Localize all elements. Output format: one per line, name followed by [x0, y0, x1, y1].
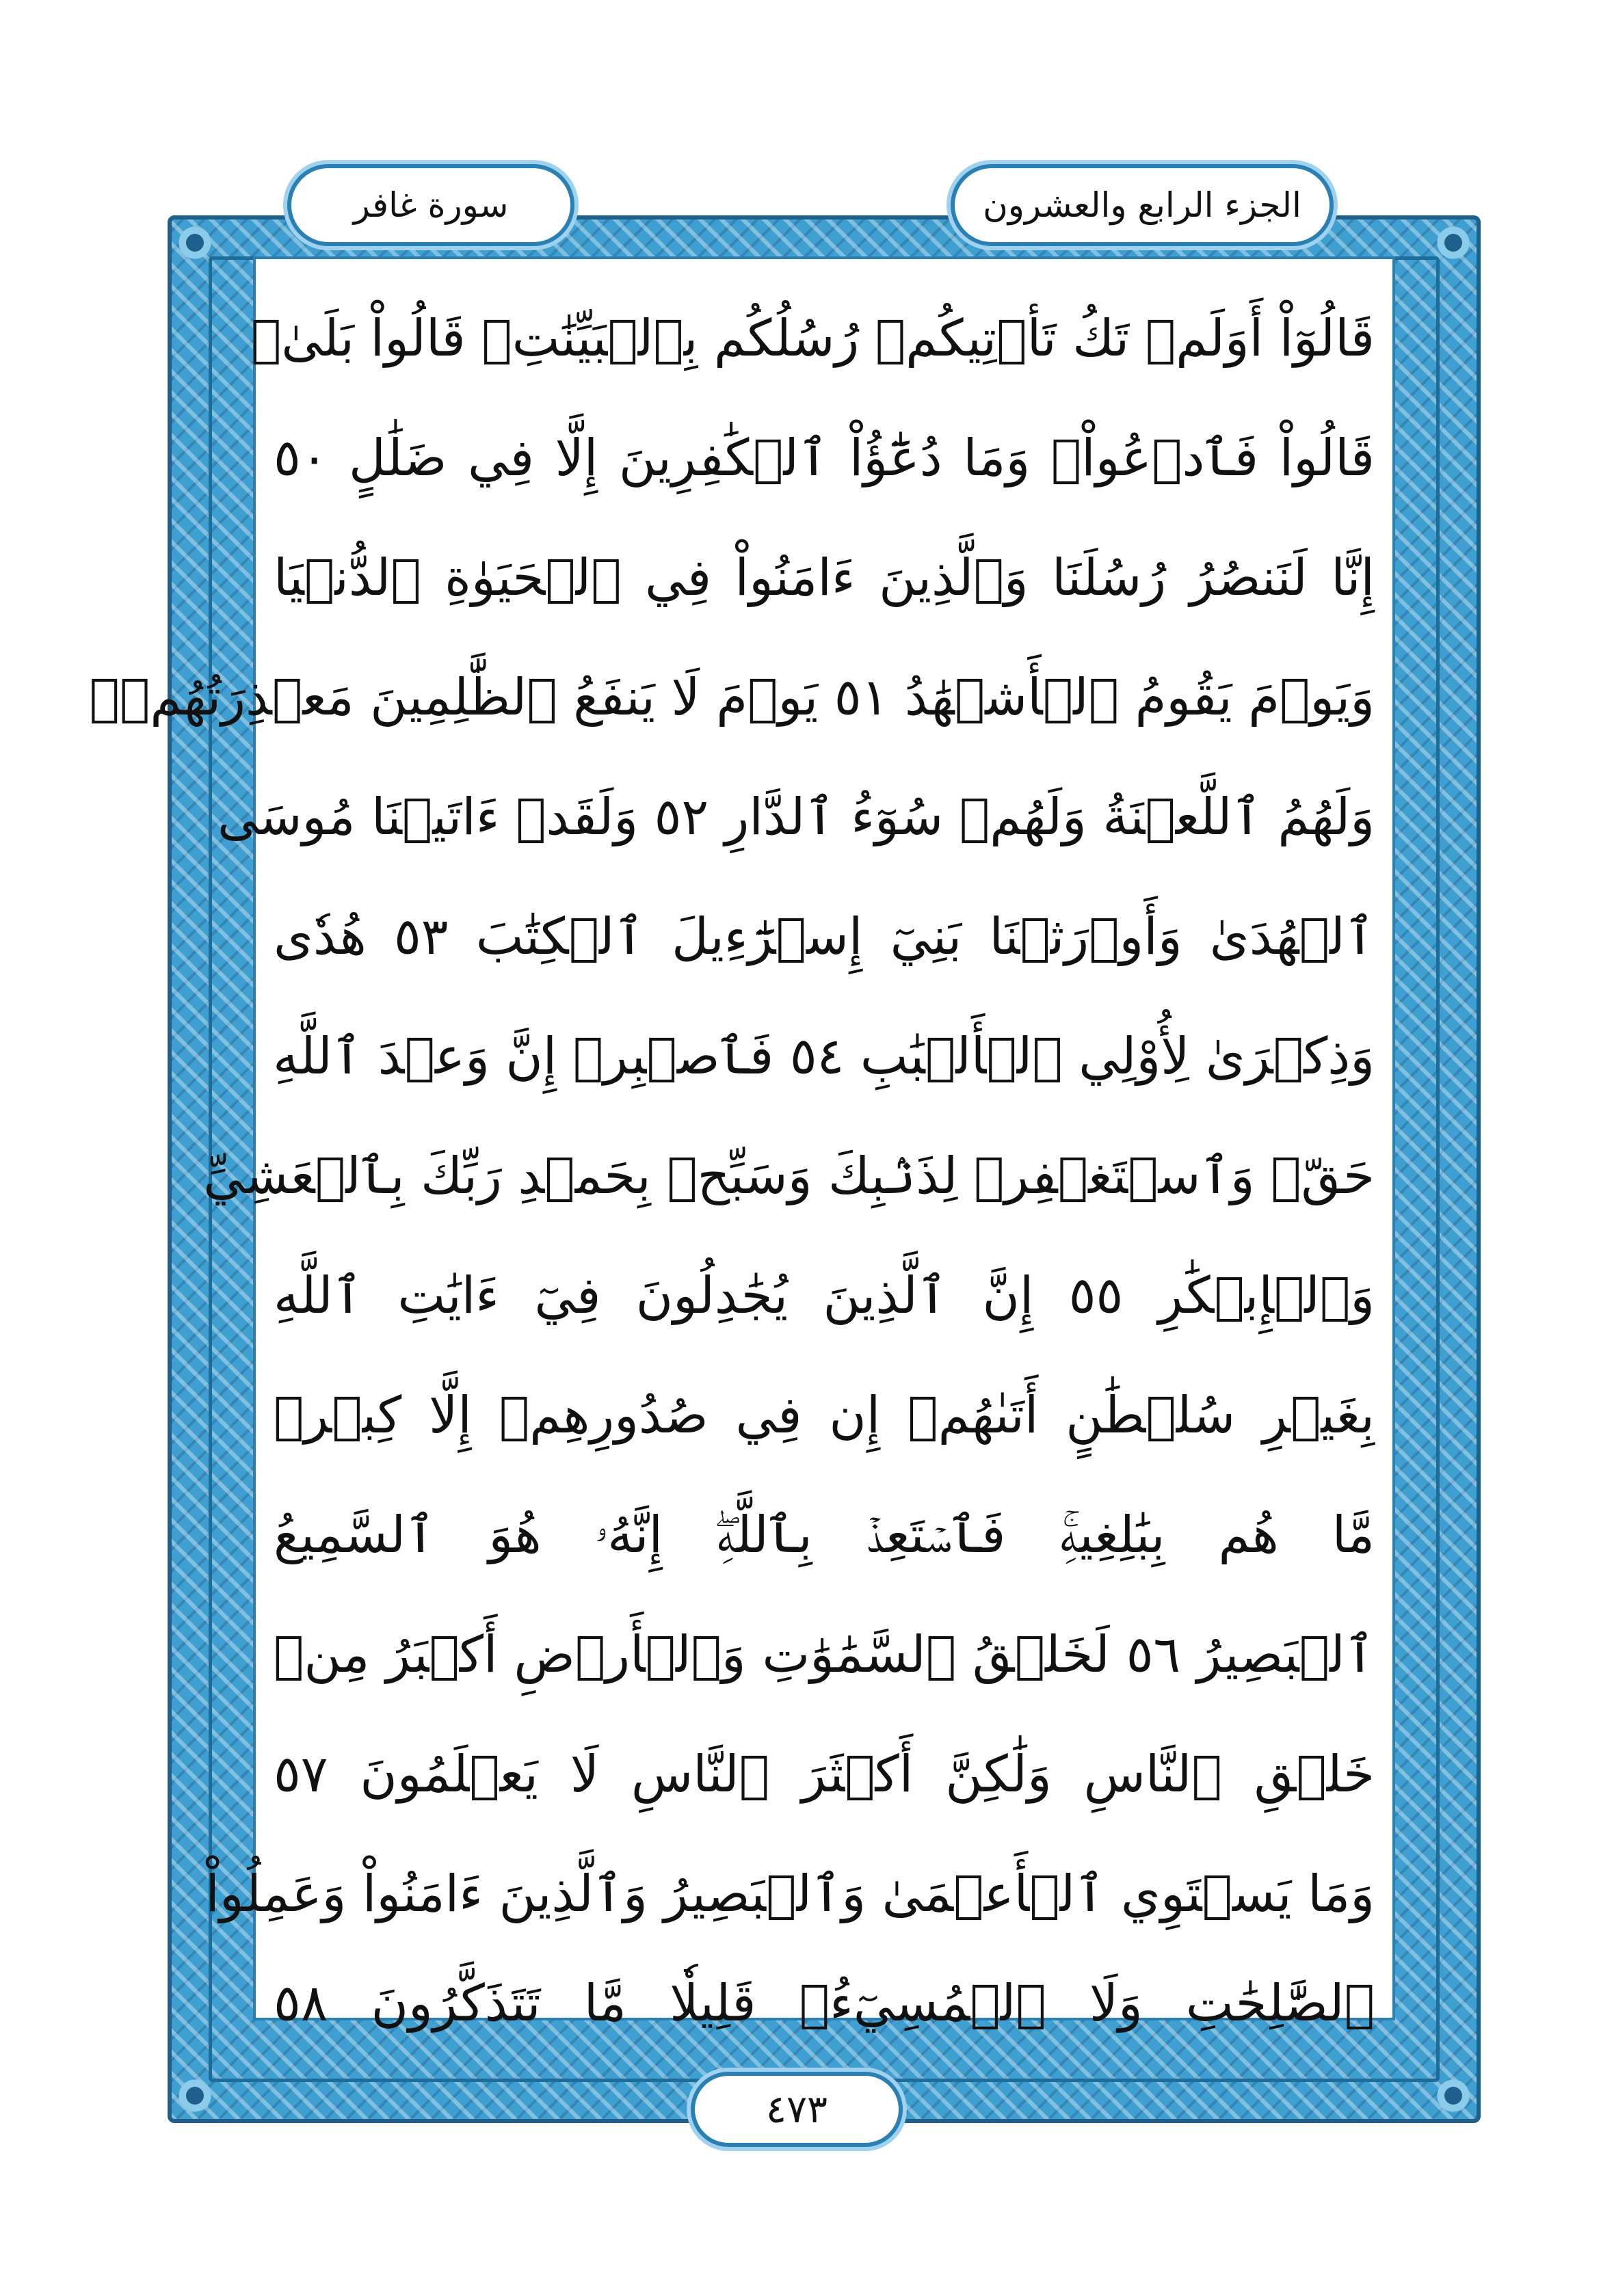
verse-line: ٱلۡهُدَىٰ وَأَوۡرَثۡنَا بَنِيٓ إِسۡرَٰٓءِيلَ ٱلۡكِتَٰبَ ٥٣ هُدٗى — [274, 907, 1375, 966]
corner-ornament-top-left — [174, 222, 215, 263]
verse-line: حَقّٞ وَٱسۡتَغۡفِرۡ لِذَنۢبِكَ وَسَبِّحۡ بِحَمۡدِ رَبِّكَ بِٱلۡعَشِيِّ — [203, 1147, 1375, 1205]
page-number: ٤٧٣ — [691, 2072, 903, 2147]
surah-label: سورة غافر — [287, 164, 574, 246]
verse-line: وَلَهُمُ ٱللَّعۡنَةُ وَلَهُمۡ سُوٓءُ ٱلدَّارِ ٥٢ وَلَقَدۡ ءَاتَيۡنَا مُوسَى — [217, 788, 1375, 846]
verse-line: وَٱلۡإِبۡكَٰرِ ٥٥ إِنَّ ٱلَّذِينَ يُجَٰدِلُونَ فِيٓ ءَايَٰتِ ٱللَّهِ — [274, 1266, 1375, 1325]
verse-line: إِنَّا لَنَنصُرُ رُسُلَنَا وَٱلَّذِينَ ءَامَنُواْ فِي ٱلۡحَيَوٰةِ ٱلدُّنۡيَا — [274, 548, 1375, 607]
verse-line: قَالُوٓاْ أَوَلَمۡ تَكُ تَأۡتِيكُمۡ رُسُلُكُم بِٱلۡبَيِّنَٰتِۖ قَالُواْ بَلَىٰۚ — [250, 309, 1375, 368]
verse-line: مَّا هُم بِبَٰلِغِيهِۚ فَٱسۡتَعِذۡ بِٱللَّهِۖ إِنَّهُۥ هُوَ ٱلسَّمِيعُ — [274, 1505, 1375, 1564]
verse-line: وَذِكۡرَىٰ لِأُوْلِي ٱلۡأَلۡبَٰبِ ٥٤ فَٱصۡبِرۡ إِنَّ وَعۡدَ ٱللَّهِ — [273, 1027, 1375, 1086]
verse-line: بِغَيۡرِ سُلۡطَٰنٍ أَتَىٰهُمۡ إِن فِي صُدُورِهِمۡ إِلَّا كِبۡرٞ — [274, 1386, 1375, 1445]
verse-line: خَلۡقِ ٱلنَّاسِ وَلَٰكِنَّ أَكۡثَرَ ٱلنَّاسِ لَا يَعۡلَمُونَ ٥٧ — [274, 1745, 1375, 1804]
verse-line: ٱلصَّٰلِحَٰتِ وَلَا ٱلۡمُسِيٓءُۚ قَلِيلٗا مَّا تَتَذَكَّرُونَ ٥٨ — [274, 1974, 1375, 2033]
verse-line: وَيَوۡمَ يَقُومُ ٱلۡأَشۡهَٰدُ ٥١ يَوۡمَ لَا يَنفَعُ ٱلظَّٰلِمِينَ مَعۡذِرَتُهُمۡۖ — [89, 668, 1375, 727]
corner-ornament-top-right — [1433, 222, 1474, 263]
corner-ornament-bottom-left — [174, 2075, 215, 2116]
juz-label: الجزء الرابع والعشرون — [951, 164, 1334, 246]
corner-ornament-bottom-right — [1433, 2075, 1474, 2116]
verse-line: قَالُواْ فَٱدۡعُواْۗ وَمَا دُعَٰٓؤُاْ ٱلۡكَٰفِرِينَ إِلَّا فِي ضَلَٰلٍ ٥٠ — [274, 429, 1375, 488]
verse-line: وَمَا يَسۡتَوِي ٱلۡأَعۡمَىٰ وَٱلۡبَصِيرُ وَٱلَّذِينَ ءَامَنُواْ وَعَمِلُواْ — [205, 1865, 1375, 1923]
verse-line: ٱلۡبَصِيرُ ٥٦ لَخَلۡقُ ٱلسَّمَٰوَٰتِ وَٱلۡأَرۡضِ أَكۡبَرُ مِنۡ — [274, 1625, 1375, 1684]
